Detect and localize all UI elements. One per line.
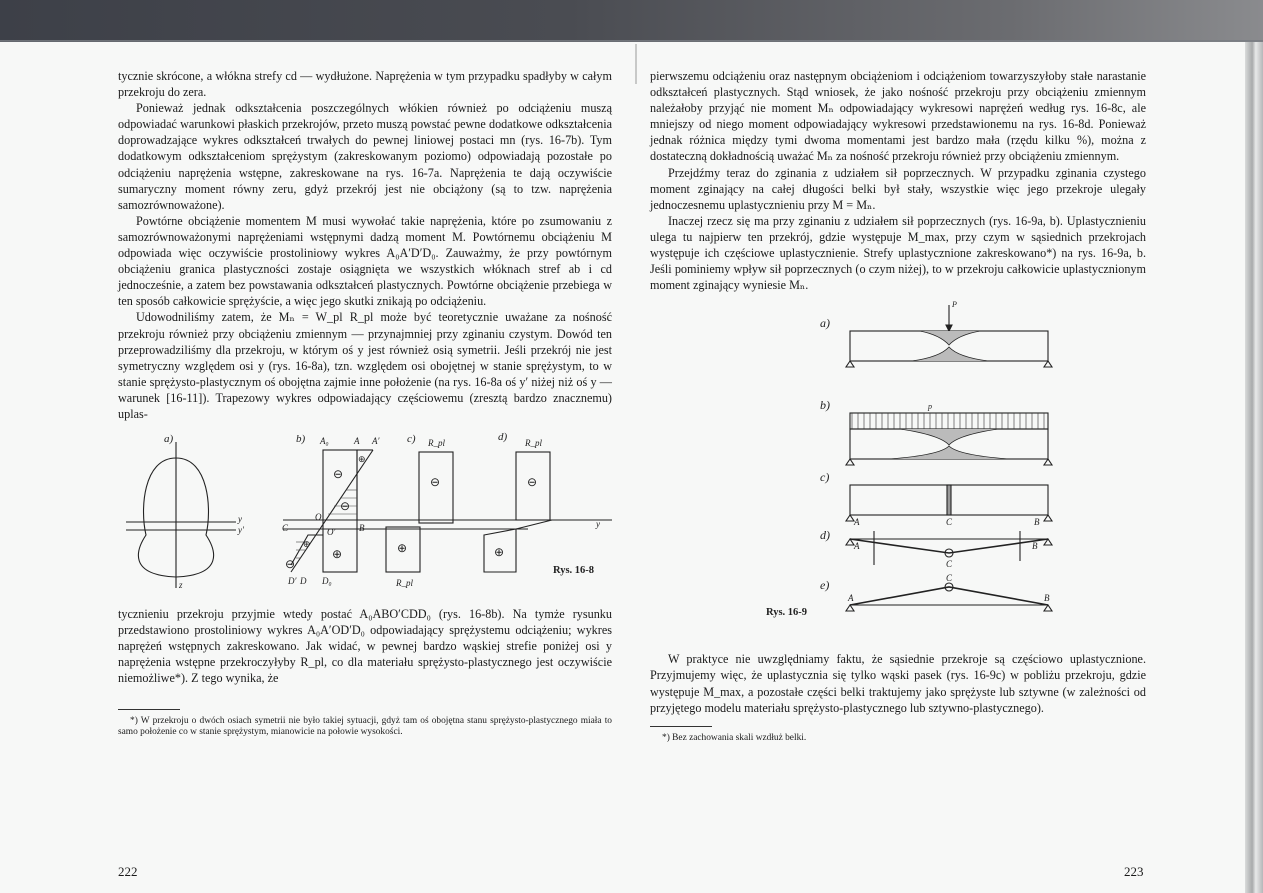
paragraph: W praktyce nie uwzględniamy faktu, że sąsiednie przekroje są częściowo uplastycznione. Przyjmujemy więc, że uplastycznia się tylko wąski pasek (rys. 16-9c) w pobliżu przekroju, gdzie występuje M_max, a pozostałe części belki traktujemy jako sprężyste lub sztywne (w zależności od przyjętego modelu materiału sprężysto-plastycznego lub sztywno-plastycznego). [650, 652, 1146, 715]
figure-16-8-drawing [118, 430, 612, 600]
minus-sign-icon: ⊖ [333, 467, 344, 482]
plus-sign-icon: ⊕ [358, 454, 366, 465]
label-A: A [848, 593, 854, 604]
minus-sign-icon: ⊖ [527, 475, 538, 490]
label-y-prime: y′ [238, 525, 244, 536]
page-number: 222 [118, 864, 138, 879]
label-y: y [238, 514, 242, 525]
label-A0: A₀ [320, 436, 329, 447]
paragraph: Udowodniliśmy zatem, że Mₙ = W_pl R_pl może być teoretycznie uważane za nośność przekroju również przy obciążeniu zmiennym — przynajmniej przy zginaniu czystym. Dowód ten przeprowadziliśmy dla przekroju, w którym oś y jest również osią symetrii. Jeśli przekrój nie jest symetryczny względem osi y (rys. 16-8a), tzn. względem osi obojętnej w stanie sprężystym, to w stanie sprężysto-plastycznym oś obojętna zajmie inne położenie (na rys. 16-8a oś y′ niżej niż oś y — warunek [16-11]). Trapezowy wykres odpowiadający częściowemu (zresztą bardzo znacznemu) uplas- [118, 310, 612, 421]
label-C: C [282, 523, 289, 534]
book-edge [1245, 42, 1263, 893]
panel-label: d) [820, 528, 830, 543]
label-O: O [315, 512, 322, 523]
label-P: P [952, 300, 957, 310]
figure-16-9-drawing [650, 299, 1146, 651]
plus-sign-icon: ⊕ [332, 547, 343, 562]
label-B: B [1034, 517, 1040, 528]
minus-sign-icon: ⊖ [430, 475, 441, 490]
paragraph: Powtórne obciążenie momentem M musi wywołać takie naprężenia, które po zsumowaniu z samozrównoważonymi naprężeniami wstępnymi dadzą moment M. Powtórnemu obciążeniu M odpowiada więc oczywiście prostoliniowy wykres A₀A′D′D₀. Zauważmy, że przy powtórnym obciążeniu granica plastyczności zostaje osiągnięta we wszystkich włóknach stref ab i cd jednocześnie, a zatem bez powstawania odkształceń plastycznych. Powtórne obciążenie przebiega w ten sposób całkowicie sprężyście, a więc jego skutki znikają po odciążeniu. [118, 213, 612, 309]
panel-label: b) [820, 398, 830, 413]
panel-label: a) [820, 316, 830, 331]
paragraph: Inaczej rzecz się ma przy zginaniu z udziałem sił poprzecznych (rys. 16-9a, b). Uplastycznieniu ulega tu najpierw ten przekrój, gdzie występuje M_max, przy czym w sąsiednich przekrojach występuje ich częściowe uplastycznienie. Strefy uplastycznione zakreskowano*) na rys. 16-9a, b. Jeśli pominiemy wpływ sił poprzecznych (o czym niżej), to w przekroju całkowicie uplastycznionym moment zginający wyniesie Mₙ. [650, 213, 1146, 293]
label-B: B [359, 523, 365, 534]
panel-label: c) [407, 433, 416, 446]
panel-label: c) [820, 470, 830, 485]
label-Rpl: R_pl [428, 438, 445, 449]
label-Rpl: R_pl [396, 578, 413, 589]
right-page [650, 68, 1146, 744]
label-B: B [1032, 541, 1038, 552]
footnote-rule [650, 726, 712, 727]
label-y: y [596, 519, 600, 530]
paragraph: Przejdźmy teraz do zginania z udziałem sił poprzecznych. W przypadku zginania czystego moment zginający na całej długości belki był stały, wszystkie więc jego przekroje ulegały jednoczesnemu uplastycznieniu przy M = Mₙ. [650, 165, 1146, 212]
label-B: B [1044, 593, 1050, 604]
label-A: A [354, 436, 360, 447]
label-D: D [300, 576, 307, 587]
page-number: 223 [1124, 864, 1144, 879]
figure-caption: Rys. 16-8 [553, 565, 595, 577]
panel-label: a) [164, 433, 174, 446]
label-C: C [946, 559, 953, 570]
left-page [118, 68, 612, 738]
plus-sign-icon: ⊕ [397, 541, 408, 556]
label-A: A [854, 517, 860, 528]
figure-16-8 [118, 430, 612, 600]
label-D-prime: D′ [288, 576, 297, 587]
paragraph: tycznie skrócone, a włókna strefy cd — wydłużone. Naprężenia w tym przypadku spadłyby w całym przekroju do zera. [118, 69, 612, 100]
figure-caption: Rys. 16-9 [766, 607, 808, 619]
label-C: C [946, 573, 953, 584]
label-p: p [928, 402, 932, 412]
paragraph: Ponieważ jednak odkształcenia poszczególnych włókien również po odciążeniu muszą odpowiadać warunkowi płaskich przekrojów, przeto muszą powstać pewne dodatkowe odkształcenia doprowadzające wykres odkształceń trwałych do pewnej liniowej postaci mn (rys. 16-7b). Tym dodatkowym odkształceniom sprężystym (zakreskowanym poziomo) odpowiadają pozostałe po odciążeniu naprężenia wstępne, zakreskowane na rys. 16-7a. Naprężenia te dają oczywiście sumaryczny moment równy zeru, gdyż przekrój jest nie obciążony (są to tzw. naprężenia samozrównoważone). [118, 101, 612, 212]
paragraph: pierwszemu odciążeniu oraz następnym obciążeniom i odciążeniom towarzyszyłoby stałe narastanie odkształceń plastycznych. Stąd wniosek, że jako nośność przekroju przy obciążeniu zmiennym należałoby przyjąć nie moment Mₙ odpowiadający wykresowi naprężeń według rys. 16-8c, ale mniejszy od niego moment odpowiadający wykresowi przedstawionemu na rys. 16-8d. Ponieważ jednak różnica między tymi dwoma momentami jest bardzo mała (rzędu kilku %), można z dostateczną dokładnością uważać Mₙ za nośność przekroju również przy obciążeniu zmiennym. [650, 69, 1146, 164]
footnote: *) W przekroju o dwóch osiach symetrii nie było takiej sytuacji, gdyż tam oś obojętna stanu sprężysto-plastycznego miała to samo położenie co w stanie sprężystym, mianowicie na połowie wysokości. [118, 715, 612, 737]
label-O-prime: O′ [327, 527, 336, 538]
label-D0: D₀ [322, 576, 332, 587]
page-gutter [635, 44, 637, 84]
footnote-rule [118, 709, 180, 710]
plus-sign-icon: ⊕ [303, 539, 311, 550]
minus-sign-icon: ⊖ [285, 557, 296, 572]
scanner-shadow-bar [0, 0, 1263, 42]
label-Rpl: R_pl [525, 438, 542, 449]
plus-sign-icon: ⊕ [494, 545, 505, 560]
paragraph: tycznieniu przekroju przyjmie wtedy postać A₀ABO′CDD₀ (rys. 16-8b). Na tymże rysunku przedstawiono prostoliniowy wykres A₀A′OD′D₀ odpowiadający sprężystemu odciążeniu; wykres naprężeń wstępnych zakreskowano. Jak widać, w pewnej bardzo wąskiej strefie poniżej osi y naprężenia wstępne przekroczyłyby R_pl, co dla materiału sprężysto-plastycznego jest oczywiście niemożliwe*). Z tego wynika, że [118, 607, 612, 686]
label-A: A [854, 541, 860, 552]
label-z: z [179, 580, 183, 591]
figure-16-9 [650, 299, 1146, 651]
label-C: C [946, 517, 953, 528]
label-A-prime: A′ [372, 436, 380, 447]
minus-sign-icon: ⊖ [340, 499, 351, 514]
panel-label: b) [296, 433, 306, 446]
panel-label: d) [498, 431, 508, 444]
footnote: *) Bez zachowania skali wzdłuż belki. [662, 732, 807, 743]
panel-label: e) [820, 578, 830, 593]
